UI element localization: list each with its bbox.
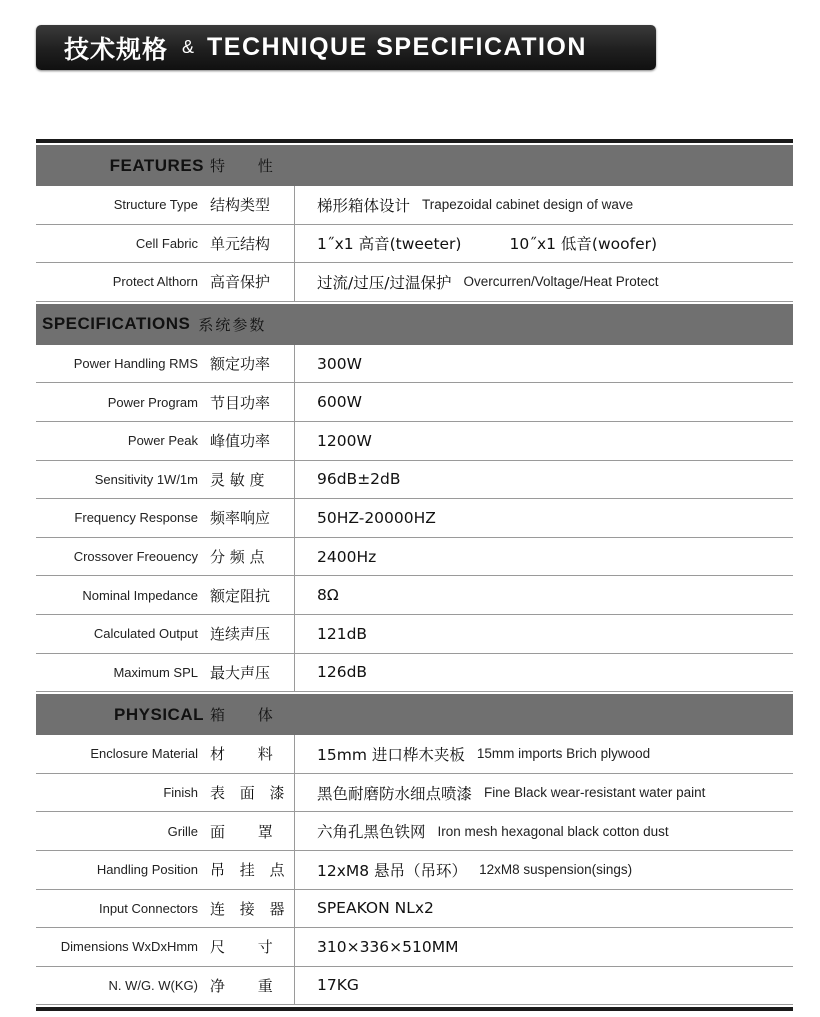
value-cn: 梯形箱体设计 (317, 196, 411, 215)
row-label-cn: 连 接 器 (210, 899, 290, 918)
table-row (36, 735, 793, 774)
table-row (36, 890, 793, 929)
table-row (36, 576, 793, 615)
table-row (36, 499, 793, 538)
row-label-en: Sensitivity 1W/1m (94, 471, 198, 487)
section-header-physical (36, 694, 793, 735)
value-en: Iron mesh hexagonal black cotton dust (437, 823, 669, 839)
table-row (36, 383, 793, 422)
row-label-en: Input Connectors (98, 900, 198, 916)
row-label-cn: 额定功率 (210, 355, 271, 374)
value-cn: 过流/过压/过温保护 (317, 273, 452, 292)
value-text: 2400Hz (317, 547, 377, 566)
title-banner (36, 25, 656, 70)
row-value (294, 735, 793, 773)
section-header-specifications (36, 304, 793, 345)
row-label-cn: 高音保护 (210, 273, 271, 292)
section-title-en: PHYSICAL (114, 704, 204, 724)
table-row (36, 928, 793, 967)
value-text: 96dB±2dB (317, 470, 401, 489)
row-label-cn: 节目功率 (210, 393, 271, 412)
row-value (294, 851, 793, 889)
value-cn: 六角孔黑色铁网 (317, 823, 426, 842)
row-label-en: Handling Position (96, 862, 198, 878)
row-label-cn: 最大声压 (210, 663, 271, 682)
value-text: 310×336×510MM (317, 937, 459, 956)
section-title-cn: 系统参数 (198, 315, 267, 334)
value-en: Trapezoidal cabinet design of wave (422, 197, 634, 213)
row-label-cn: 连续声压 (210, 625, 271, 644)
table-row (36, 422, 793, 461)
value-en: 15mm imports Brich plywood (476, 746, 651, 762)
row-label-en: Maximum SPL (113, 664, 198, 680)
table-row (36, 654, 793, 693)
table-row (36, 186, 793, 225)
section-title-cn: 特 性 (210, 157, 287, 175)
row-label-cn: 净 重 (210, 976, 287, 995)
row-label-en: Enclosure Material (90, 746, 198, 762)
row-label-en: Power Handling RMS (73, 356, 198, 372)
title-ampersand: & (182, 37, 195, 57)
row-value (294, 225, 793, 263)
spec-table (36, 139, 793, 1011)
row-label-en: Protect Althorn (112, 274, 198, 290)
table-row (36, 263, 793, 302)
row-label-en: Power Program (107, 394, 198, 410)
table-bottom-rule (36, 1007, 793, 1011)
row-label-en: N. W/G. W(KG) (108, 977, 198, 993)
row-value (294, 186, 793, 224)
row-value (294, 654, 793, 692)
row-label-en: Frequency Response (74, 510, 198, 526)
row-value (294, 890, 793, 928)
row-value (294, 538, 793, 576)
row-label-cn: 材 料 (210, 745, 287, 764)
value-text: 126dB (317, 663, 368, 682)
row-value (294, 422, 793, 460)
value-text: 50HZ-20000HZ (317, 508, 436, 527)
row-label-cn: 分 频 点 (210, 548, 265, 567)
table-row (36, 851, 793, 890)
table-top-rule (36, 139, 793, 143)
row-label-en: Dimensions WxDxHmm (60, 939, 198, 955)
value-tweeter: 1˝x1 高音(tweeter) (317, 235, 462, 254)
row-value (294, 774, 793, 812)
table-row (36, 615, 793, 654)
row-label-en: Grille (167, 823, 198, 839)
row-value (294, 383, 793, 421)
value-en: Fine Black wear-resistant water paint (484, 785, 706, 801)
value-text: 1200W (317, 431, 372, 450)
table-row (36, 225, 793, 264)
row-label-cn: 单元结构 (210, 234, 271, 253)
row-value (294, 812, 793, 850)
value-text: SPEAKON NLx2 (317, 899, 434, 918)
table-row (36, 538, 793, 577)
value-text: 17KG (317, 976, 359, 995)
row-label-en: Calculated Output (93, 626, 198, 642)
row-value (294, 928, 793, 966)
table-row (36, 461, 793, 500)
row-value (294, 967, 793, 1005)
row-label-cn: 灵 敏 度 (210, 470, 265, 489)
value-cn: 15mm 进口桦木夹板 (317, 745, 465, 764)
value-text: 300W (317, 354, 362, 373)
table-row (36, 774, 793, 813)
table-row (36, 345, 793, 384)
title-cn: 技术规格 (64, 34, 169, 64)
row-value (294, 499, 793, 537)
row-label-cn: 额定阻抗 (210, 586, 271, 605)
row-label-cn: 表 面 漆 (210, 784, 290, 803)
row-value (294, 461, 793, 499)
value-woofer: 10˝x1 低音(woofer) (509, 235, 658, 254)
row-label-en: Power Peak (127, 433, 198, 449)
row-value (294, 263, 793, 301)
row-label-en: Crossover Freouency (73, 549, 198, 565)
value-en: 12xM8 suspension(sings) (479, 862, 633, 878)
row-label-en: Cell Fabric (135, 235, 198, 251)
row-label-en: Finish (163, 785, 198, 801)
value-text: 121dB (317, 624, 368, 643)
row-label-cn: 面 罩 (210, 822, 287, 841)
row-value (294, 576, 793, 614)
table-row (36, 812, 793, 851)
section-title-cn: 箱 体 (210, 706, 287, 725)
value-text: 8Ω (317, 586, 339, 605)
value-cn: 黑色耐磨防水细点喷漆 (317, 784, 473, 803)
row-label-cn: 频率响应 (210, 509, 271, 528)
value-text: 600W (317, 393, 362, 412)
row-value (294, 615, 793, 653)
row-label-en: Nominal Impedance (82, 587, 198, 603)
row-value (294, 345, 793, 383)
section-header-features (36, 145, 793, 186)
section-title-en: FEATURES (109, 155, 204, 175)
row-label-cn: 峰值功率 (210, 432, 271, 451)
row-label-en: Structure Type (113, 197, 198, 213)
value-en: Overcurren/Voltage/Heat Protect (463, 274, 659, 290)
title-en: TECHNIQUE SPECIFICATION (207, 33, 587, 61)
row-label-cn: 尺 寸 (210, 938, 287, 957)
table-row (36, 967, 793, 1006)
row-label-cn: 结构类型 (210, 196, 271, 215)
value-cn: 12xM8 悬吊（吊环） (317, 861, 468, 880)
section-title-en: SPECIFICATIONS (42, 314, 191, 334)
row-label-cn: 吊 挂 点 (210, 861, 290, 880)
